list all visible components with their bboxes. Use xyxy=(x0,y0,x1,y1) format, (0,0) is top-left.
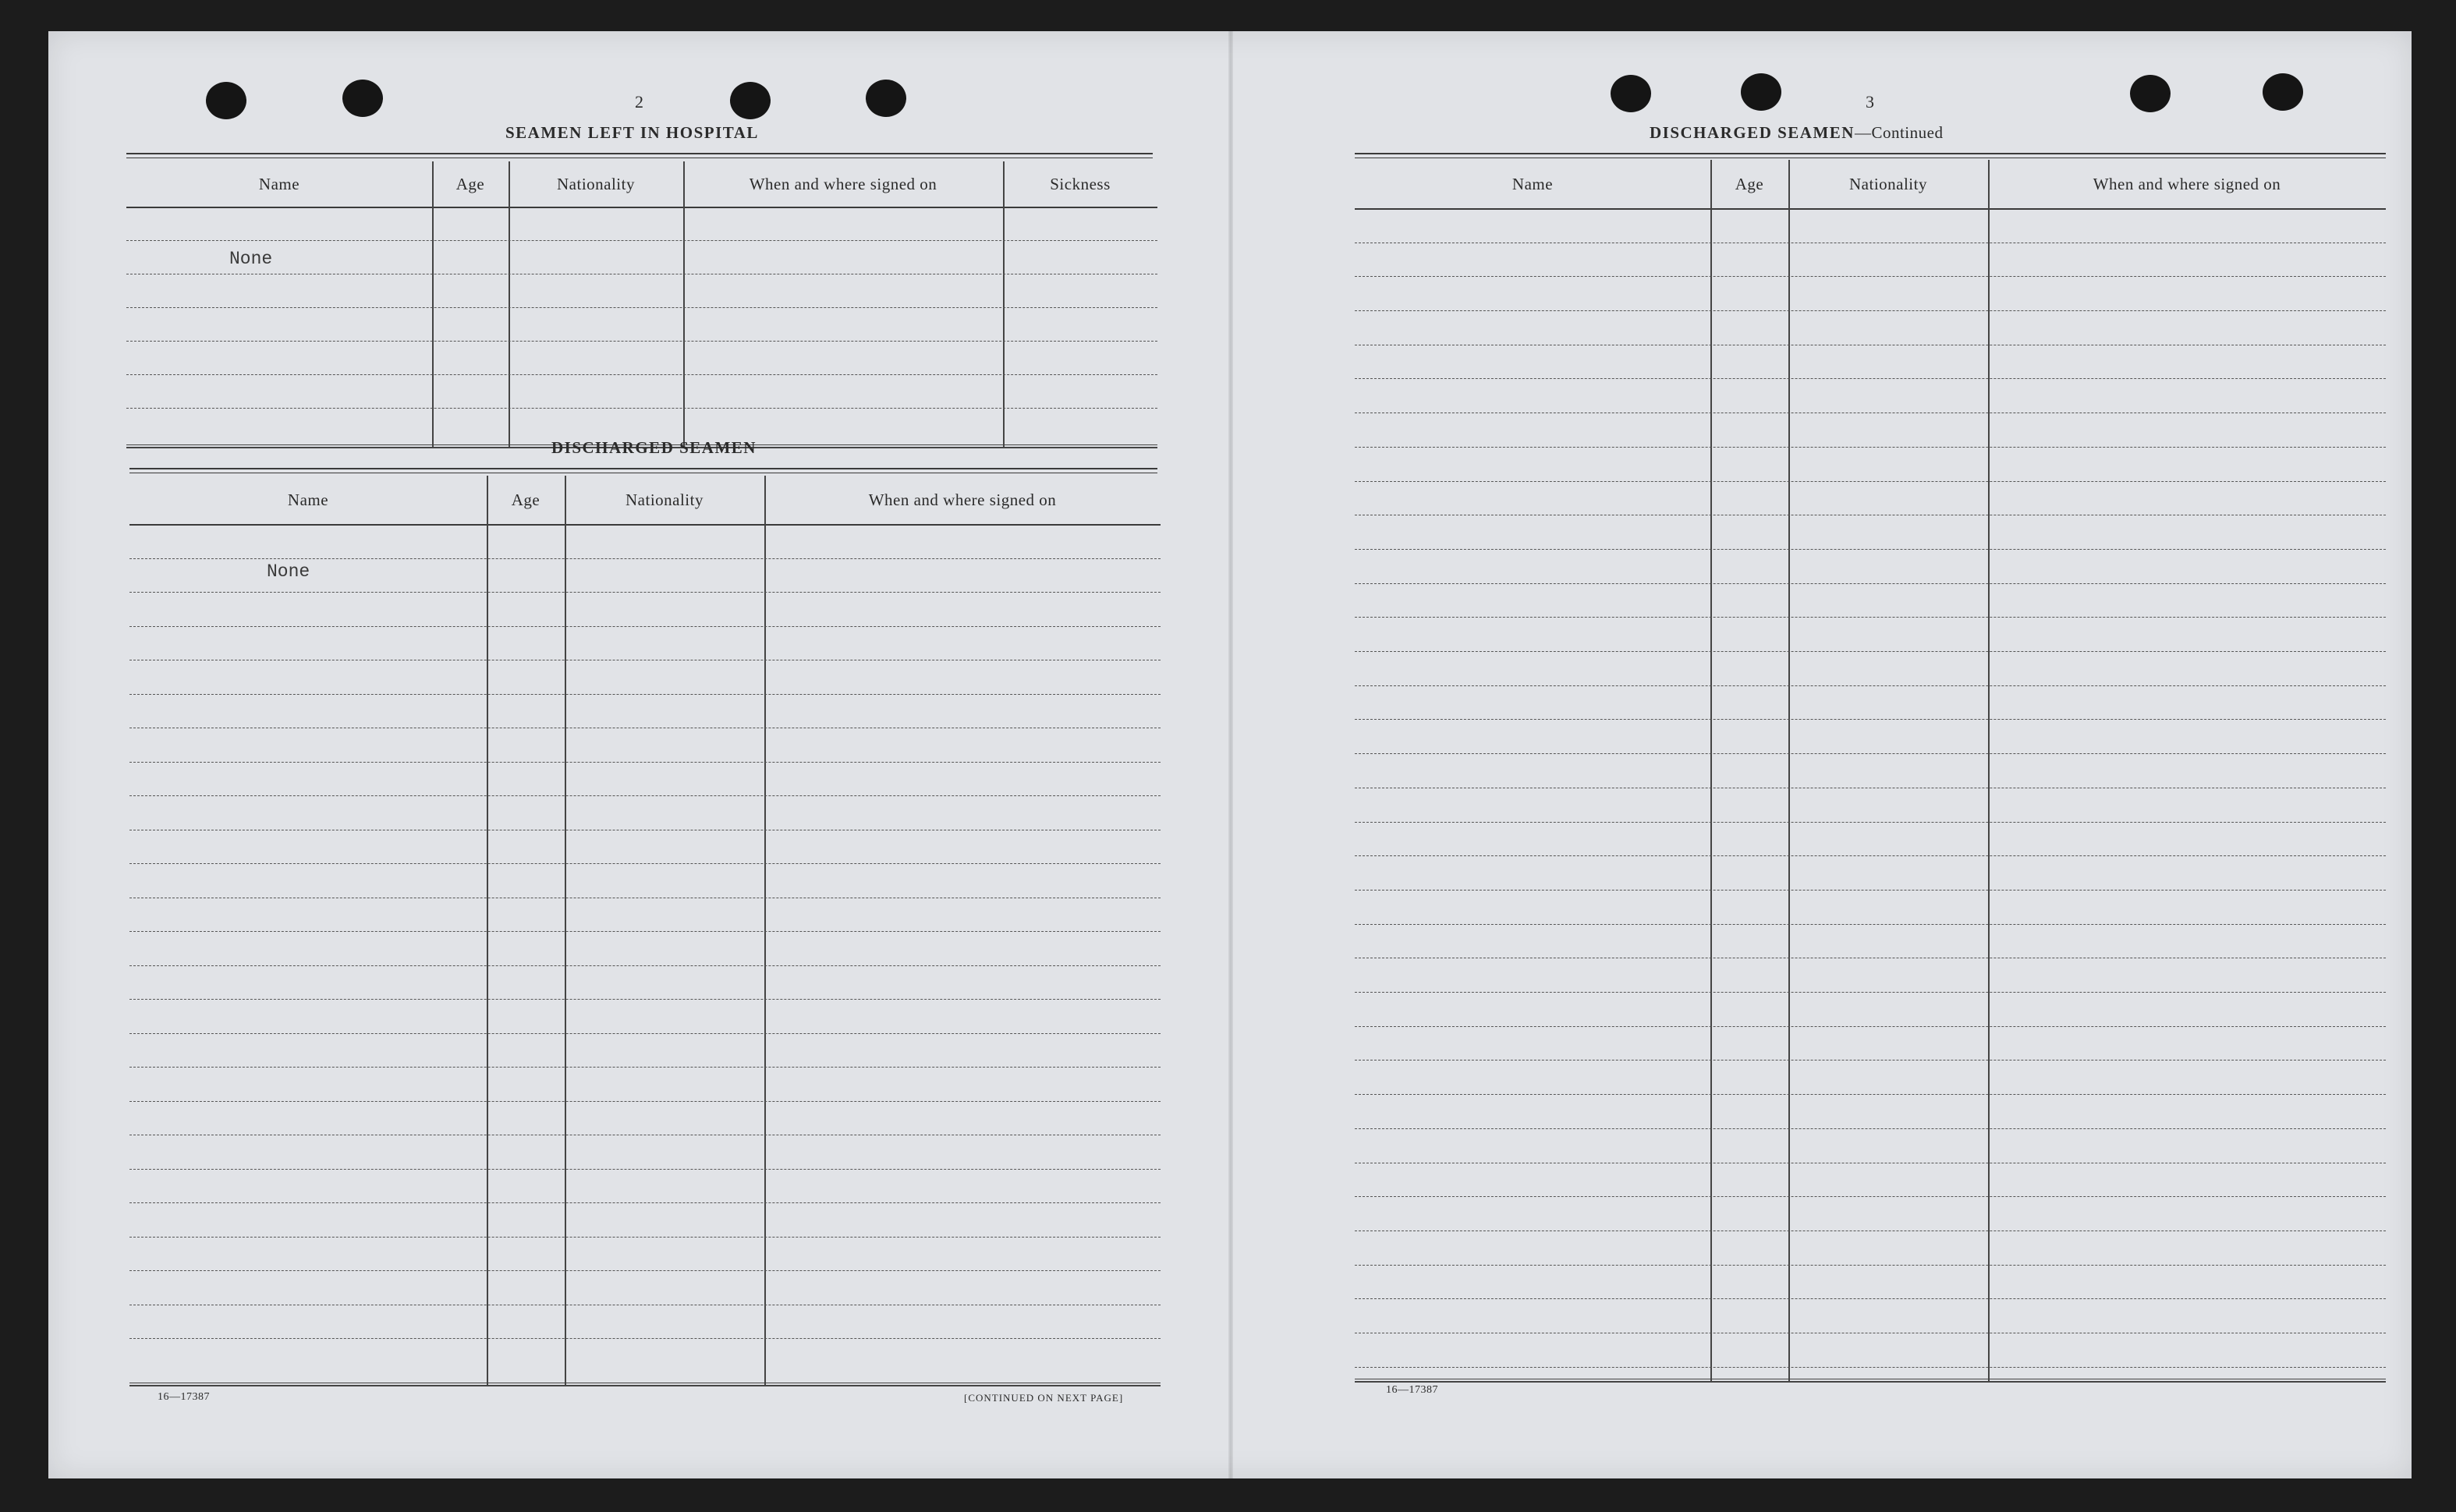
column-header-name: Name xyxy=(287,490,329,509)
table-row xyxy=(1355,379,2386,414)
table-row xyxy=(1355,788,2386,823)
page-number: 2 xyxy=(635,92,644,112)
table-row xyxy=(1355,447,2386,482)
table-row xyxy=(1355,1128,2386,1163)
table-row xyxy=(1355,890,2386,925)
punch-hole-icon xyxy=(206,82,246,119)
table-row xyxy=(1355,1298,2386,1333)
form-code: 16—17387 xyxy=(158,1391,210,1403)
table-row xyxy=(1355,1163,2386,1198)
table-row xyxy=(1355,583,2386,618)
table-row xyxy=(1355,1026,2386,1061)
table-row xyxy=(1355,1333,2386,1368)
punch-hole-icon xyxy=(342,80,383,117)
title-rule xyxy=(129,468,1157,473)
table-row xyxy=(129,931,1161,966)
table-row xyxy=(1355,1196,2386,1231)
hospital-table xyxy=(126,161,1157,454)
punch-hole-icon xyxy=(866,80,906,117)
table-row xyxy=(129,626,1161,661)
title-rule xyxy=(126,153,1153,158)
column-header-signed-on: When and where signed on xyxy=(868,490,1057,509)
hospital-entry-name: None xyxy=(229,249,273,269)
column-header-nationality: Nationality xyxy=(1849,174,1927,193)
column-header-nationality: Nationality xyxy=(557,174,635,193)
discharged-table xyxy=(129,476,1161,1415)
table-row xyxy=(1355,1265,2386,1300)
table-header xyxy=(1355,160,2386,210)
right-page xyxy=(1230,31,2412,1478)
table-row xyxy=(1355,992,2386,1027)
table-row xyxy=(129,999,1161,1034)
column-header-age: Age xyxy=(1735,174,1764,193)
column-header-sickness: Sickness xyxy=(1050,174,1111,193)
table-row xyxy=(129,898,1161,933)
table-row xyxy=(1355,1061,2386,1096)
table-row xyxy=(1355,208,2386,243)
table-row xyxy=(126,207,1157,241)
table-row xyxy=(1355,1094,2386,1129)
table-row xyxy=(1355,310,2386,345)
table-row xyxy=(1355,413,2386,448)
table-row xyxy=(129,1202,1161,1238)
form-code: 16—17387 xyxy=(1386,1384,1438,1396)
table-row xyxy=(1355,276,2386,311)
table-row xyxy=(129,762,1161,797)
discharged-section-title: DISCHARGED SEAMEN xyxy=(551,438,757,457)
table-row xyxy=(1355,617,2386,652)
table-row xyxy=(129,1305,1161,1340)
column-header-age: Age xyxy=(511,490,540,509)
table-row xyxy=(129,1101,1161,1136)
table-row xyxy=(1355,753,2386,788)
table-row xyxy=(1355,720,2386,755)
table-row xyxy=(126,307,1157,342)
discharged-continued-title xyxy=(1650,123,1943,143)
column-header-age: Age xyxy=(455,174,485,193)
table-row xyxy=(1355,1230,2386,1266)
column-header-nationality: Nationality xyxy=(626,490,703,509)
column-header-signed-on: When and where signed on xyxy=(749,174,937,193)
table-row xyxy=(1355,822,2386,857)
table-row xyxy=(129,1270,1161,1305)
page-number: 3 xyxy=(1866,92,1875,112)
table-row xyxy=(1355,855,2386,891)
punch-hole-icon xyxy=(1741,73,1781,111)
table-row xyxy=(129,1067,1161,1102)
column-header-name: Name xyxy=(258,174,300,193)
table-header xyxy=(129,476,1161,526)
punch-hole-icon xyxy=(2263,73,2303,111)
table-row xyxy=(129,660,1161,695)
section-title-text: DISCHARGED SEAMEN xyxy=(1650,123,1855,142)
table-row xyxy=(129,863,1161,898)
form-sheet xyxy=(48,31,2412,1478)
table-row xyxy=(126,374,1157,409)
punch-hole-icon xyxy=(1611,75,1651,112)
table-row xyxy=(1355,345,2386,380)
table-row xyxy=(129,795,1161,830)
table-row xyxy=(1355,243,2386,278)
table-row xyxy=(129,592,1161,627)
continued-note: [CONTINUED ON NEXT PAGE] xyxy=(964,1392,1124,1404)
table-row xyxy=(129,694,1161,729)
discharged-continued-table xyxy=(1355,160,2386,1415)
table-row xyxy=(129,1135,1161,1170)
punch-hole-icon xyxy=(2130,75,2171,112)
table-row xyxy=(129,965,1161,1000)
table-row xyxy=(129,728,1161,763)
table-row xyxy=(1355,515,2386,550)
hospital-section-title: SEAMEN LEFT IN HOSPITAL xyxy=(505,123,759,142)
table-bottom-rule xyxy=(129,1383,1161,1386)
table-row xyxy=(129,830,1161,865)
table-row xyxy=(1355,685,2386,721)
table-row xyxy=(129,1237,1161,1272)
table-row xyxy=(1355,651,2386,686)
table-row xyxy=(126,341,1157,375)
punch-hole-icon xyxy=(730,82,771,119)
table-row xyxy=(126,240,1157,274)
table-row xyxy=(126,274,1157,308)
table-row xyxy=(1355,958,2386,993)
discharged-entry-name: None xyxy=(267,561,310,582)
table-row xyxy=(1355,549,2386,584)
left-page xyxy=(48,31,1230,1478)
table-bottom-rule xyxy=(1355,1379,2386,1383)
table-row xyxy=(1355,481,2386,516)
title-rule xyxy=(1355,153,2386,158)
section-title-suffix: —Continued xyxy=(1854,123,1944,142)
table-row xyxy=(129,524,1161,559)
table-row xyxy=(129,1033,1161,1068)
table-row xyxy=(129,1169,1161,1204)
table-row xyxy=(1355,924,2386,959)
column-header-name: Name xyxy=(1512,174,1554,193)
column-header-signed-on: When and where signed on xyxy=(2093,174,2281,193)
